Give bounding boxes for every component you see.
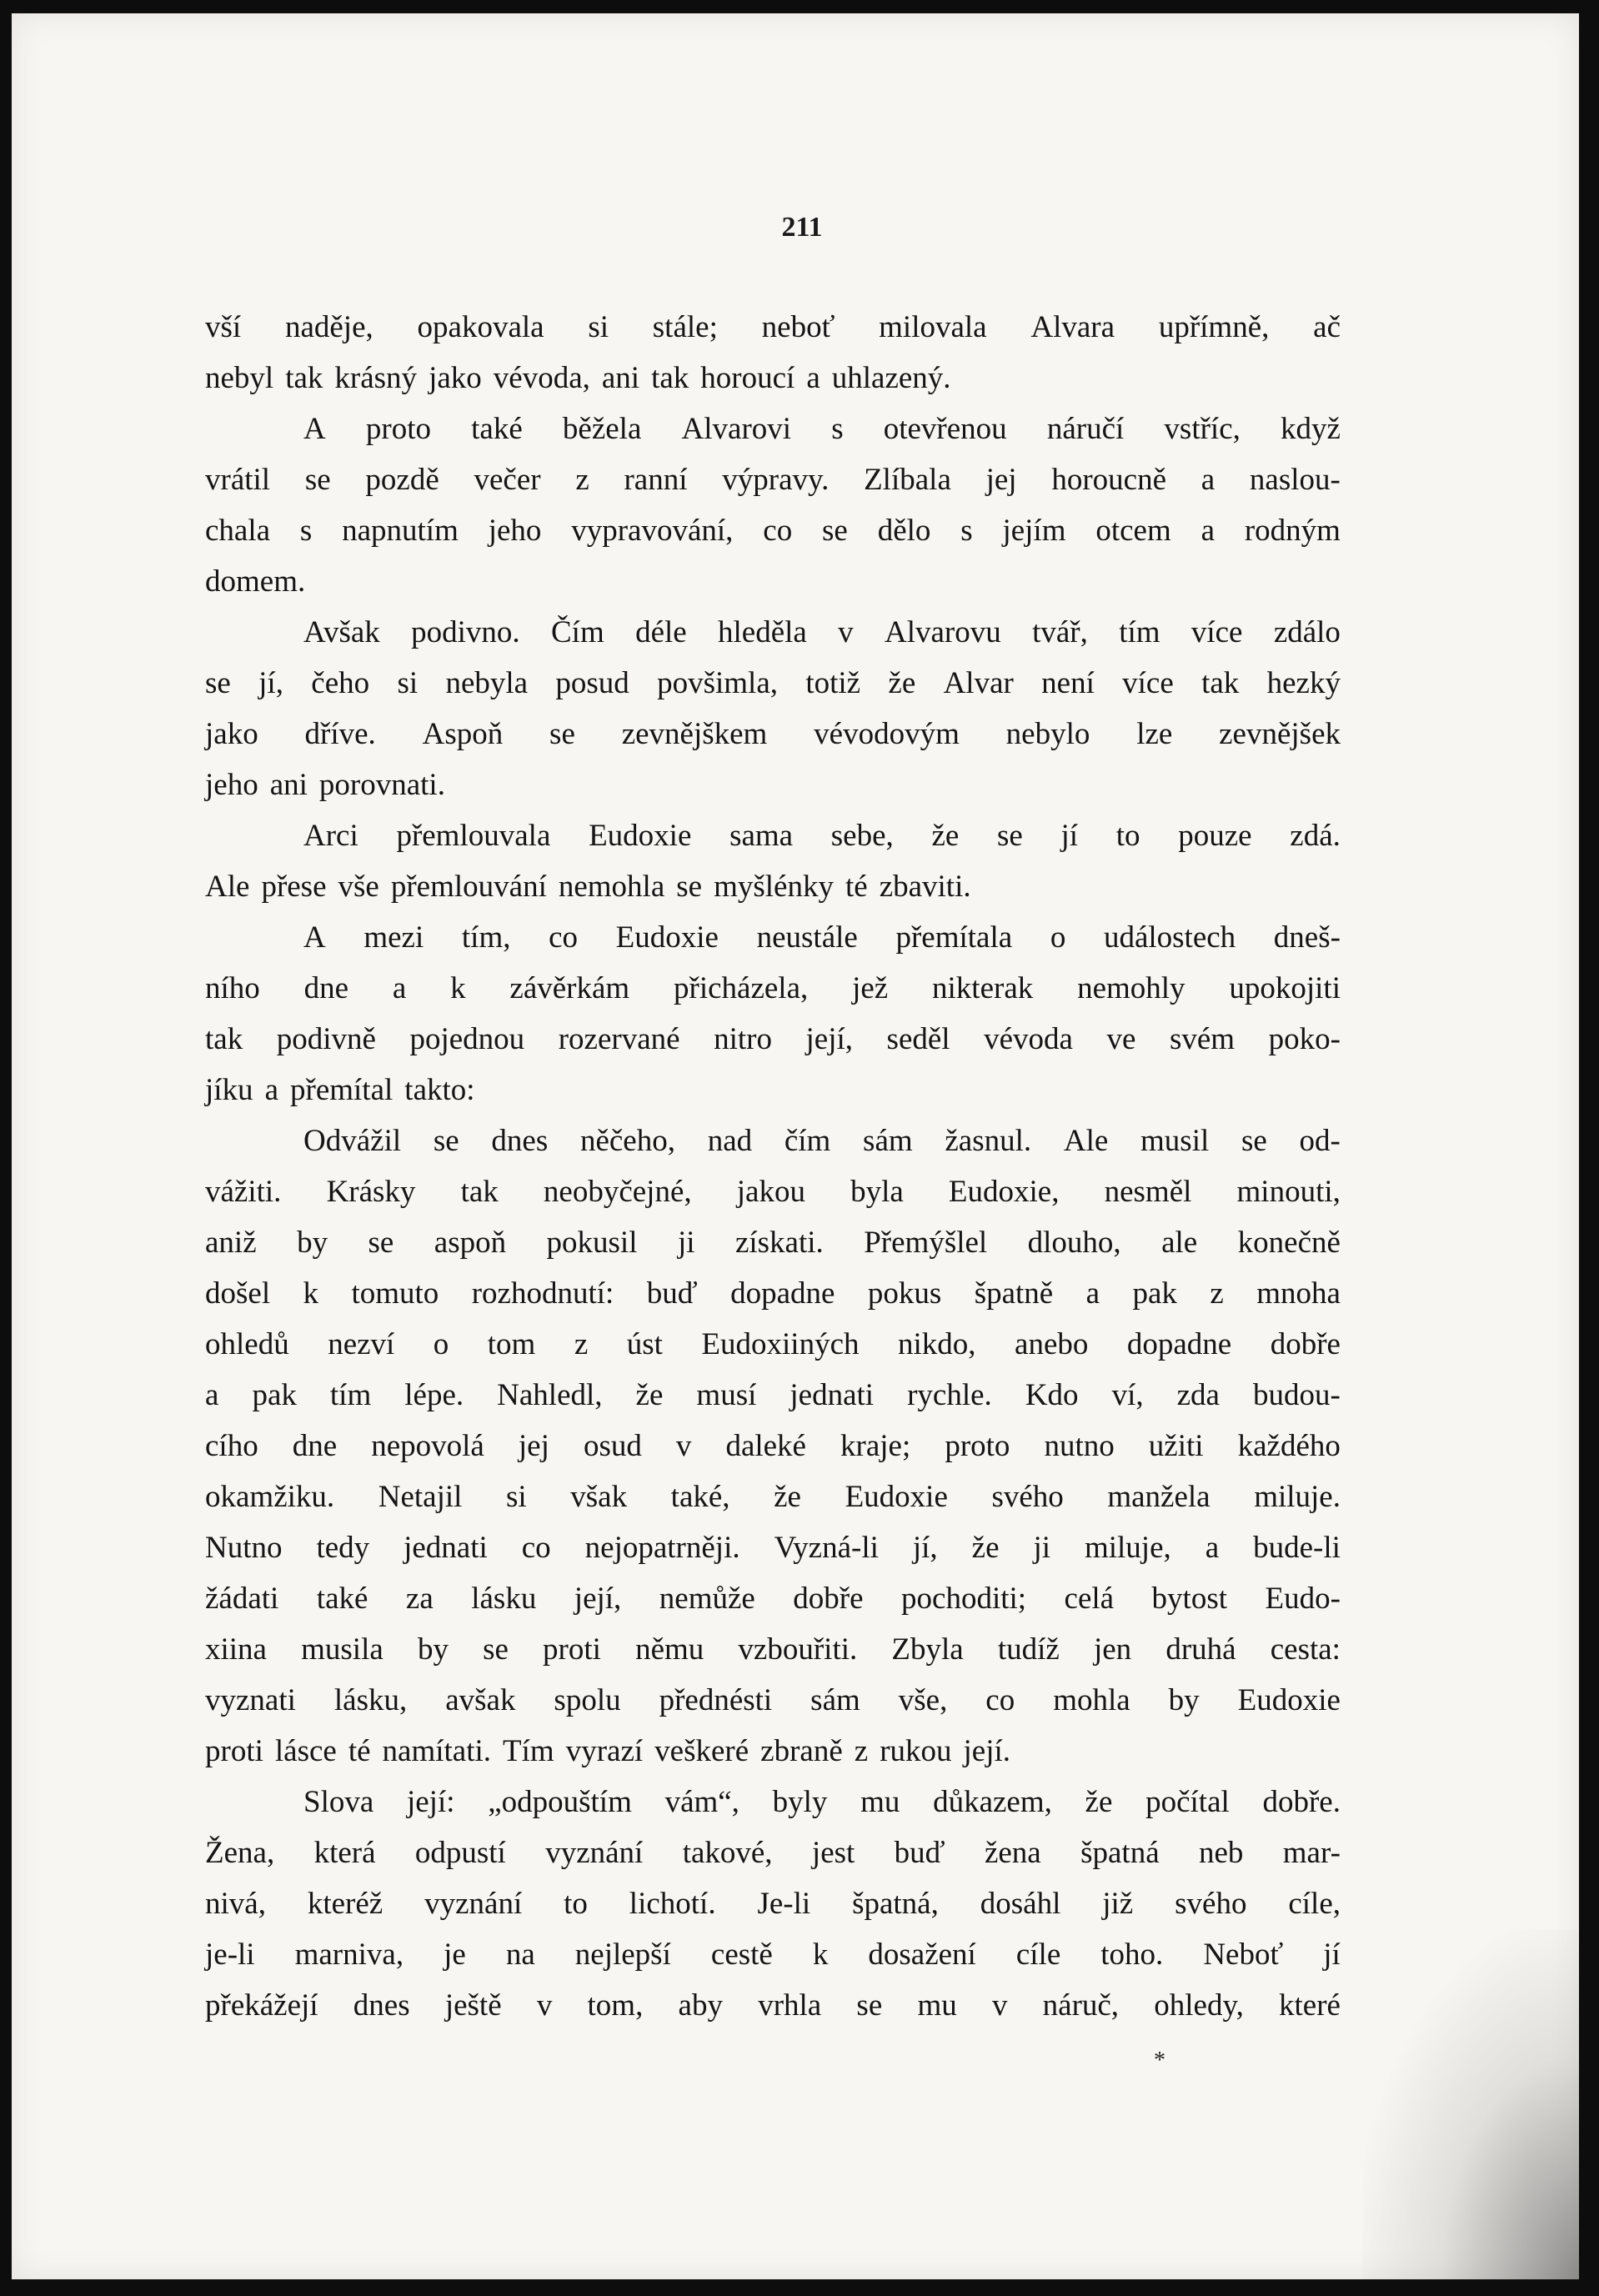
body-text <box>205 302 1341 2031</box>
text-line: aniž by se aspoň pokusil ji získati. Přemýšlel dlouho, ale konečně <box>205 1226 1341 1260</box>
text-line: jeho ani porovnati. <box>205 768 445 802</box>
text-line: ního dne a k závěrkám přicházela, jež nikterak nemohly upokojiti <box>205 971 1341 1005</box>
text-line: jíku a přemítal takto: <box>205 1073 475 1107</box>
page-edge-shadow <box>1362 1929 1579 2279</box>
text-line: vážiti. Krásky tak neobyčejné, jakou byla Eudoxie, nesměl minouti, <box>205 1175 1341 1209</box>
page-number: 211 <box>781 212 823 243</box>
text-line: tak podivně pojednou rozervané nitro její, seděl vévoda ve svém poko- <box>205 1022 1341 1056</box>
text-line: Avšak podivno. Čím déle hleděla v Alvarovu tvář, tím více zdálo <box>303 615 1341 649</box>
text-line: vší naděje, opakovala si stále; neboť milovala Alvara upřímně, ač <box>205 310 1341 344</box>
text-line: nivá, kteréž vyznání to lichotí. Je-li špatná, dosáhl již svého cíle, <box>205 1887 1341 1921</box>
text-line: je-li marniva, je na nejlepší cestě k dosažení cíle toho. Neboť jí <box>205 1938 1341 1972</box>
text-line: překážejí dnes ještě v tom, aby vrhla se mu v náruč, ohledy, které <box>205 1988 1341 2023</box>
text-line: okamžiku. Netajil si však také, že Eudoxie svého manžela miluje. <box>205 1480 1341 1514</box>
text-line: vyznati lásku, avšak spolu přednésti sám vše, co mohla by Eudoxie <box>205 1683 1341 1717</box>
text-line: žádati také za lásku její, nemůže dobře pochoditi; celá bytost Eudo- <box>205 1582 1341 1616</box>
text-line: došel k tomuto rozhodnutí: buď dopadne pokus špatně a pak z mnoha <box>205 1276 1341 1311</box>
text-line: se jí, čeho si nebyla posud povšimla, totiž že Alvar není více tak hezký <box>205 666 1341 700</box>
text-line: Odvážil se dnes něčeho, nad čím sám žasnul. Ale musil se od- <box>303 1124 1341 1158</box>
text-line: domem. <box>205 564 306 599</box>
text-line: a pak tím lépe. Nahledl, že musí jednati rychle. Kdo ví, zda budou- <box>205 1378 1341 1412</box>
text-line: A mezi tím, co Eudoxie neustále přemítala o událostech dneš- <box>303 920 1341 955</box>
text-line: Nutno tedy jednati co nejopatrněji. Vyzná-li jí, že ji miluje, a bude-li <box>205 1531 1341 1565</box>
footer-signature-mark: * <box>1154 2048 1165 2073</box>
text-line: xiina musila by se proti němu vzbouřiti. Zbyla tudíž jen druhá cesta: <box>205 1632 1341 1667</box>
text-line: ohledů nezví o tom z úst Eudoxiiných nikdo, anebo dopadne dobře <box>205 1327 1341 1361</box>
text-line: A proto také běžela Alvarovi s otevřenou náručí vstříc, když <box>303 412 1341 446</box>
text-line: nebyl tak krásný jako vévoda, ani tak horoucí a uhlazený. <box>205 361 951 395</box>
text-line: proti lásce té namítati. Tím vyrazí veškeré zbraně z rukou její. <box>205 1734 1011 1768</box>
text-line: cího dne nepovolá jej osud v daleké kraje; proto nutno užiti každého <box>205 1429 1341 1463</box>
text-line: vrátil se pozdě večer z ranní výpravy. Zlíbala jej horoucně a naslou- <box>205 463 1341 497</box>
text-line: chala s napnutím jeho vypravování, co se dělo s jejím otcem a rodným <box>205 514 1341 548</box>
text-line: Ale přese vše přemlouvání nemohla se myšlénky té zbaviti. <box>205 870 971 904</box>
book-page <box>12 13 1579 2279</box>
text-line: Slova její: „odpouštím vám“, byly mu důkazem, že počítal dobře. <box>303 1785 1341 1819</box>
text-line: Žena, která odpustí vyznání takové, jest buď žena špatná neb mar- <box>205 1836 1341 1870</box>
text-line: Arci přemlouvala Eudoxie sama sebe, že se jí to pouze zdá. <box>303 819 1341 853</box>
text-line: jako dříve. Aspoň se zevnějškem vévodovým nebylo lze zevnějšek <box>205 717 1341 751</box>
